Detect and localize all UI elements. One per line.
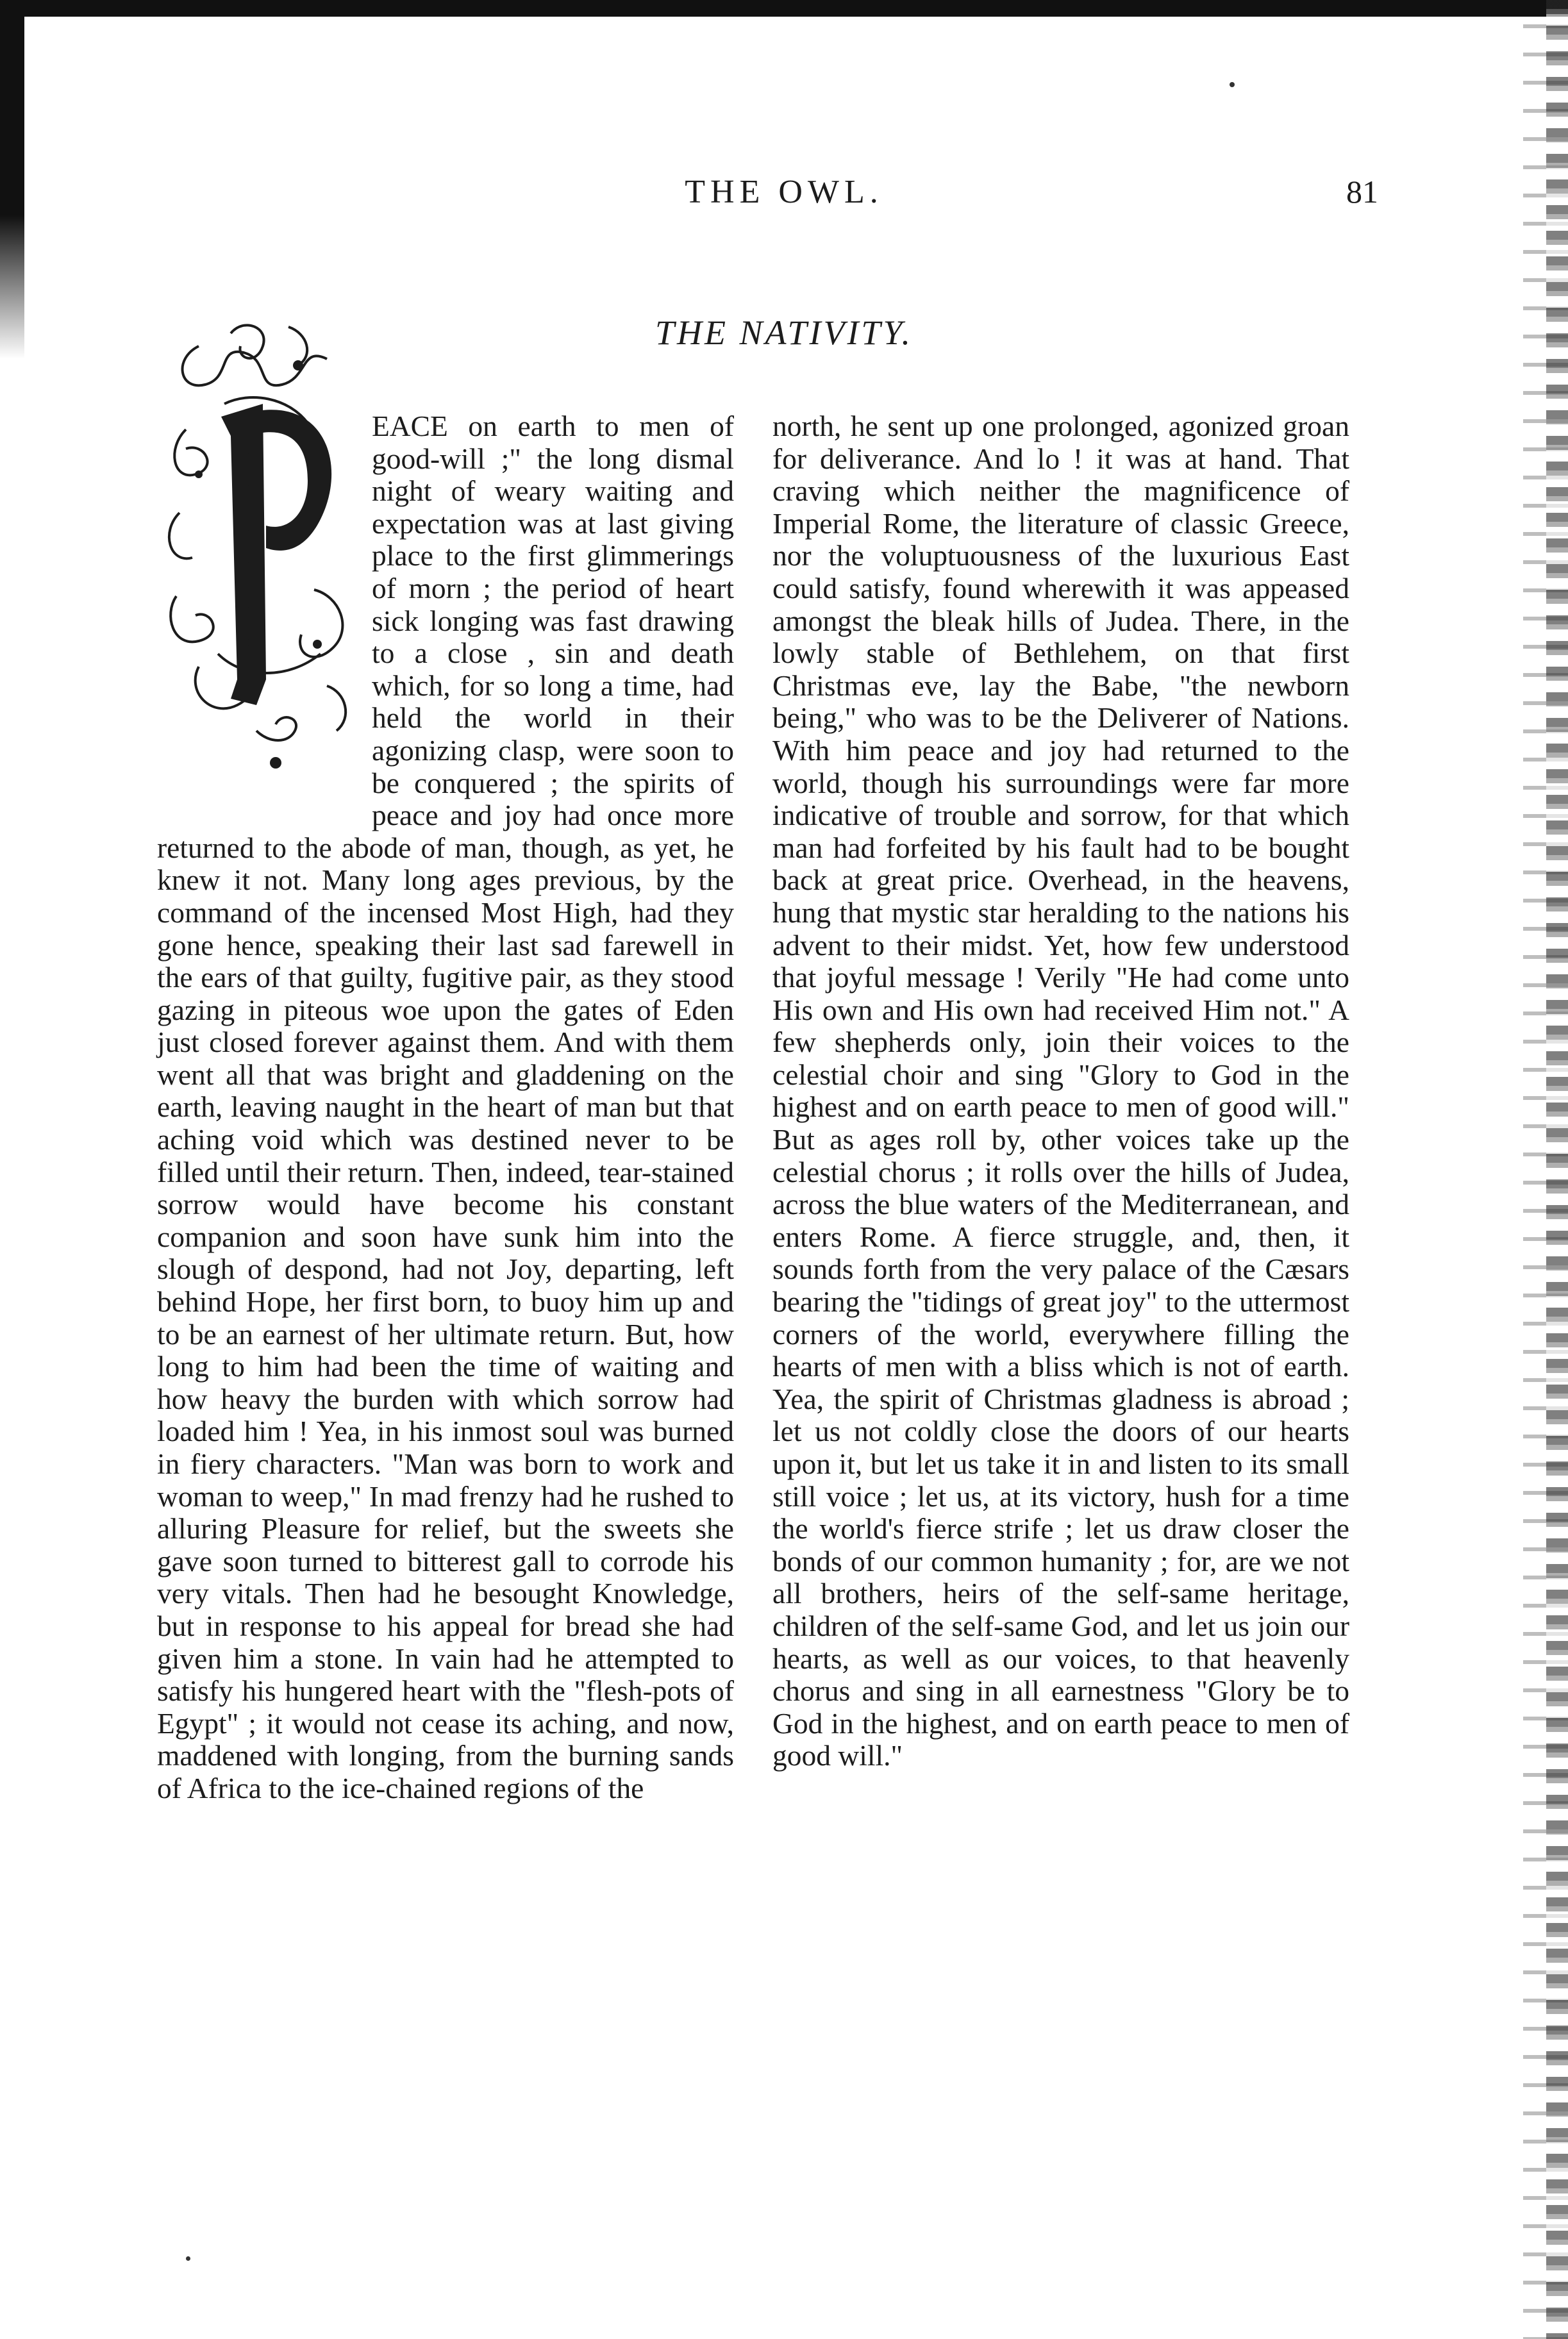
running-head <box>0 168 1568 219</box>
article-column-left <box>157 410 734 1805</box>
article-column-right <box>772 410 1349 1772</box>
scan-top-border <box>0 0 1568 17</box>
article-text-left: EACE on earth to men of good-will ;" the long dismal night of weary waiting and expectation was at last giving place to the first glimmerings of morn ; the period of heart sick longing was fast drawing to a close , sin and death which, for so long a time, had held the world in their agonizing clasp, were soon to be conquered ; the spirits of peace and joy had once more returned to the abode of man, though, as yet, he knew it not. Many long ages previous, by the command of the incensed Most High, had they gone hence, speaking their last sad farewell in the ears of that guilty, fugitive pair, as they stood gazing in piteous woe upon the gates of Eden just closed forever against them. And with them went all that was bright and gladdening on the earth, leaving naught in the heart of man but that aching void which was destined never to be filled until their return. Then, indeed, tear-stained sorrow would have become his constant companion and soon have sunk him into the slough of despond, had not Joy, departing, left behind Hope, her first born, to buoy him up and to be an earnest of her ultimate return. But, how long to him had been the time of waiting and how heavy the burden with which sorrow had loaded him ! Yea, in his inmost soul was burned in fiery characters. "Man was born to work and woman to weep," In mad frenzy had he rushed to alluring Pleasure for relief, but the sweets she gave soon turned to bitterest gall to corrode his very vitals. Then had he besought Knowledge, but in response to his appeal for bread she had given him a stone. In vain had he attempted to satisfy his hungered heart with the "flesh-pots of Egypt" ; it would not cease its aching, and now, maddened with longing, from the burning sands of Africa to the ice-chained regions of the <box>157 410 734 1804</box>
drop-cap-space <box>157 410 372 803</box>
article-text-right: north, he sent up one prolonged, agonized groan for deliverance. And lo ! it was at hand. That craving which neither the magnificence of Imperial Rome, the literature of classic Greece, nor the voluptuousness of the luxurious East could satisfy, found wherewith it was appeased amongst the bleak hills of Judea. There, in the lowly stable of Bethlehem, on that first Christmas eve, lay the Babe, "the newborn being," who was to be the Deliverer of Nations. With him peace and joy had returned to the world, though his surroundings were far more indicative of trouble and sorrow, for that which man had forfeited by his fault had to be bought back at great price. Overhead, in the heavens, hung that mystic star heralding to the nations his advent to their midst. Yet, how few understood that joyful message ! Verily "He had come unto His own and His own had received Him not." A few shepherds only, join their voices to the celestial choir and sing "Glory to God in the highest and on earth peace to men of good will." But as ages roll by, other voices take up the celestial chorus ; it rolls over the hills of Judea, across the blue waters of the Mediterranean, and enters Rome. A fierce struggle, and, then, it sounds forth from the very palace of the Cæsars bearing the "tidings of great joy" to the uttermost corners of the world, everywhere filling the hearts of men with a bliss which is not of earth. Yea, the spirit of Christmas gladness is abroad ; let us not coldly close the doors of our hearts upon it, but let us take it in and listen to its small still voice ; let us, at its victory, hush for a time the world's fierce strife ; let us draw closer the bonds of our common humanity ; for, are we not all brothers, heirs of the self-same heritage, children of the self-same God, and let us join our hearts, as well as our voices, to that heavenly chorus and sing in all earnestness "Glory be to God in the highest, and on earth peace to men of good will." <box>772 410 1349 1772</box>
page-number: 81 <box>1346 174 1378 210</box>
scan-speck <box>186 2256 190 2261</box>
journal-title: THE OWL. <box>685 174 883 210</box>
article-title: THE NATIVITY. <box>655 313 913 352</box>
scan-speck <box>1230 82 1235 87</box>
